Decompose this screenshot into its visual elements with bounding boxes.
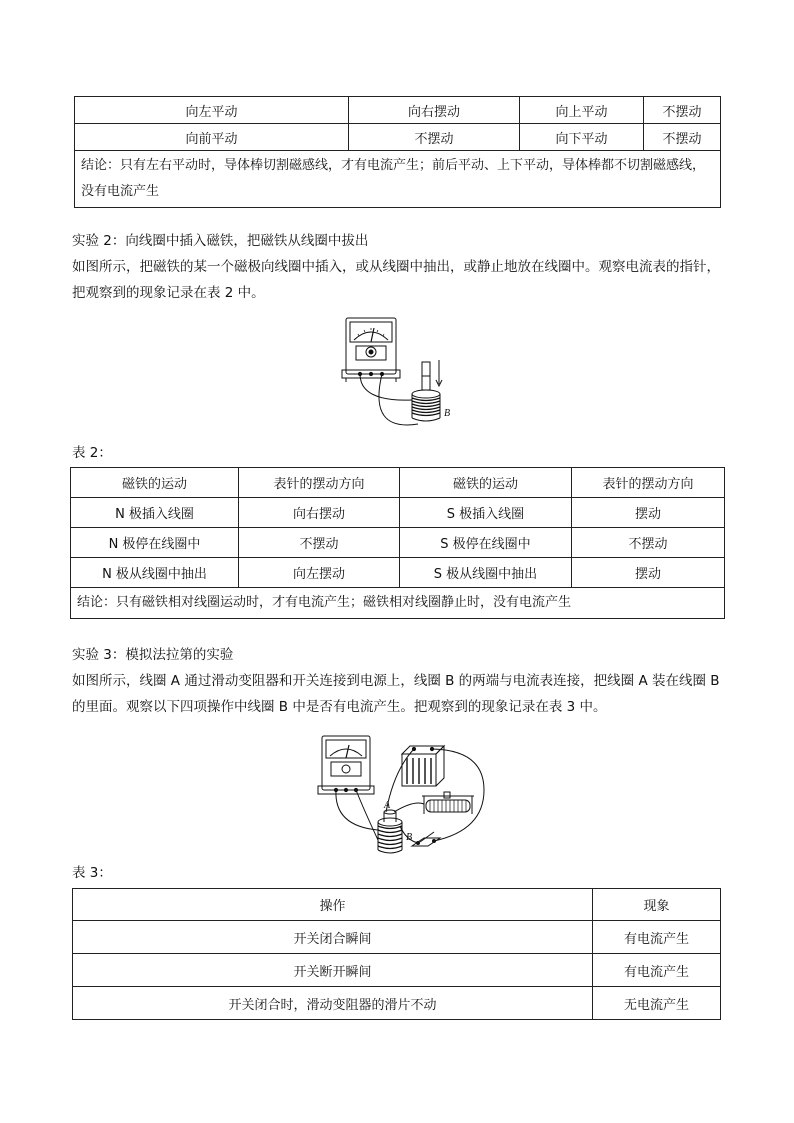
table-3-caption: 表 3： <box>72 865 112 881</box>
table-row <box>73 987 721 1020</box>
experiment-2-figure <box>338 312 468 438</box>
table-cell: 不摆动 <box>239 528 400 558</box>
table-cell: N 极插入线圈 <box>71 498 239 528</box>
table-row <box>71 588 725 619</box>
exp2-title: 实验 2：向线圈中插入磁铁，把磁铁从线圈中拔出 <box>72 233 369 249</box>
table-cell: 摆动 <box>572 558 725 588</box>
column-header: 操作 <box>73 889 593 921</box>
table-row <box>75 124 721 151</box>
table-cell: 无电流产生 <box>593 987 721 1020</box>
label-b: B <box>406 832 413 843</box>
table-cell: 向右摆动 <box>239 498 400 528</box>
column-header: 磁铁的运动 <box>71 468 239 498</box>
exp3-description: 如图所示，线圈 A 通过滑动变阻器和开关连接到电源上，线圈 B 的两端与电流表连接，把线圈 A 装在线圈 B 的里面。观察以下四项操作中线圈 B 中是否有电流产生。把观察到的现象记录在表 3 中。 <box>72 673 720 715</box>
table-row <box>71 528 725 558</box>
table-cell: 有电流产生 <box>593 921 721 954</box>
table-row <box>71 498 725 528</box>
column-header: 现象 <box>593 889 721 921</box>
column-header: 表针的摆动方向 <box>572 468 725 498</box>
exp3-title: 实验 3：模拟法拉第的实验 <box>72 647 234 663</box>
experiment-3-figure <box>314 730 500 856</box>
table-row <box>75 97 721 124</box>
table-cell: 向上平动 <box>520 97 644 124</box>
table-cell: 开关断开瞬间 <box>73 954 593 987</box>
table-cell: N 极停在线圈中 <box>71 528 239 558</box>
column-header: 磁铁的运动 <box>400 468 572 498</box>
table-header-row <box>71 468 725 498</box>
table-3 <box>72 888 721 1020</box>
table-row <box>71 558 725 588</box>
table-cell: 不摆动 <box>644 97 721 124</box>
table-cell: 向左摆动 <box>239 558 400 588</box>
table-2-caption: 表 2： <box>72 445 112 461</box>
table-cell: N 极从线圈中抽出 <box>71 558 239 588</box>
table-cell: S 极插入线圈 <box>400 498 572 528</box>
label-a: A <box>384 800 391 811</box>
table-2-conclusion: 结论：只有磁铁相对线圈运动时，才有电流产生；磁铁相对线圈静止时，没有电流产生 <box>71 588 725 619</box>
table-1 <box>74 96 721 208</box>
table-cell: 开关闭合瞬间 <box>73 921 593 954</box>
table-row <box>73 921 721 954</box>
table-header-row <box>73 889 721 921</box>
table-cell: S 极停在线圈中 <box>400 528 572 558</box>
table-2 <box>70 467 725 619</box>
table-cell: 向右摆动 <box>349 97 520 124</box>
table-cell: S 极从线圈中抽出 <box>400 558 572 588</box>
table-cell: 向下平动 <box>520 124 644 151</box>
table-cell: 有电流产生 <box>593 954 721 987</box>
table-cell: 摆动 <box>572 498 725 528</box>
table-cell: 不摆动 <box>572 528 725 558</box>
label-b: B <box>444 408 451 419</box>
table-cell: 向前平动 <box>75 124 349 151</box>
table-cell: 开关闭合时，滑动变阻器的滑片不动 <box>73 987 593 1020</box>
table-1-conclusion: 结论：只有左右平动时，导体棒切割磁感线，才有电流产生；前后平动、上下平动，导体棒都不切割磁感线，没有电流产生 <box>75 151 721 208</box>
table-cell: 向左平动 <box>75 97 349 124</box>
column-header: 表针的摆动方向 <box>239 468 400 498</box>
table-row <box>75 151 721 208</box>
table-cell: 不摆动 <box>644 124 721 151</box>
table-row <box>73 954 721 987</box>
table-cell: 不摆动 <box>349 124 520 151</box>
exp2-description: 如图所示，把磁铁的某一个磁极向线圈中插入，或从线圈中抽出，或静止地放在线圈中。观察电流表的指针，把观察到的现象记录在表 2 中。 <box>72 259 720 301</box>
